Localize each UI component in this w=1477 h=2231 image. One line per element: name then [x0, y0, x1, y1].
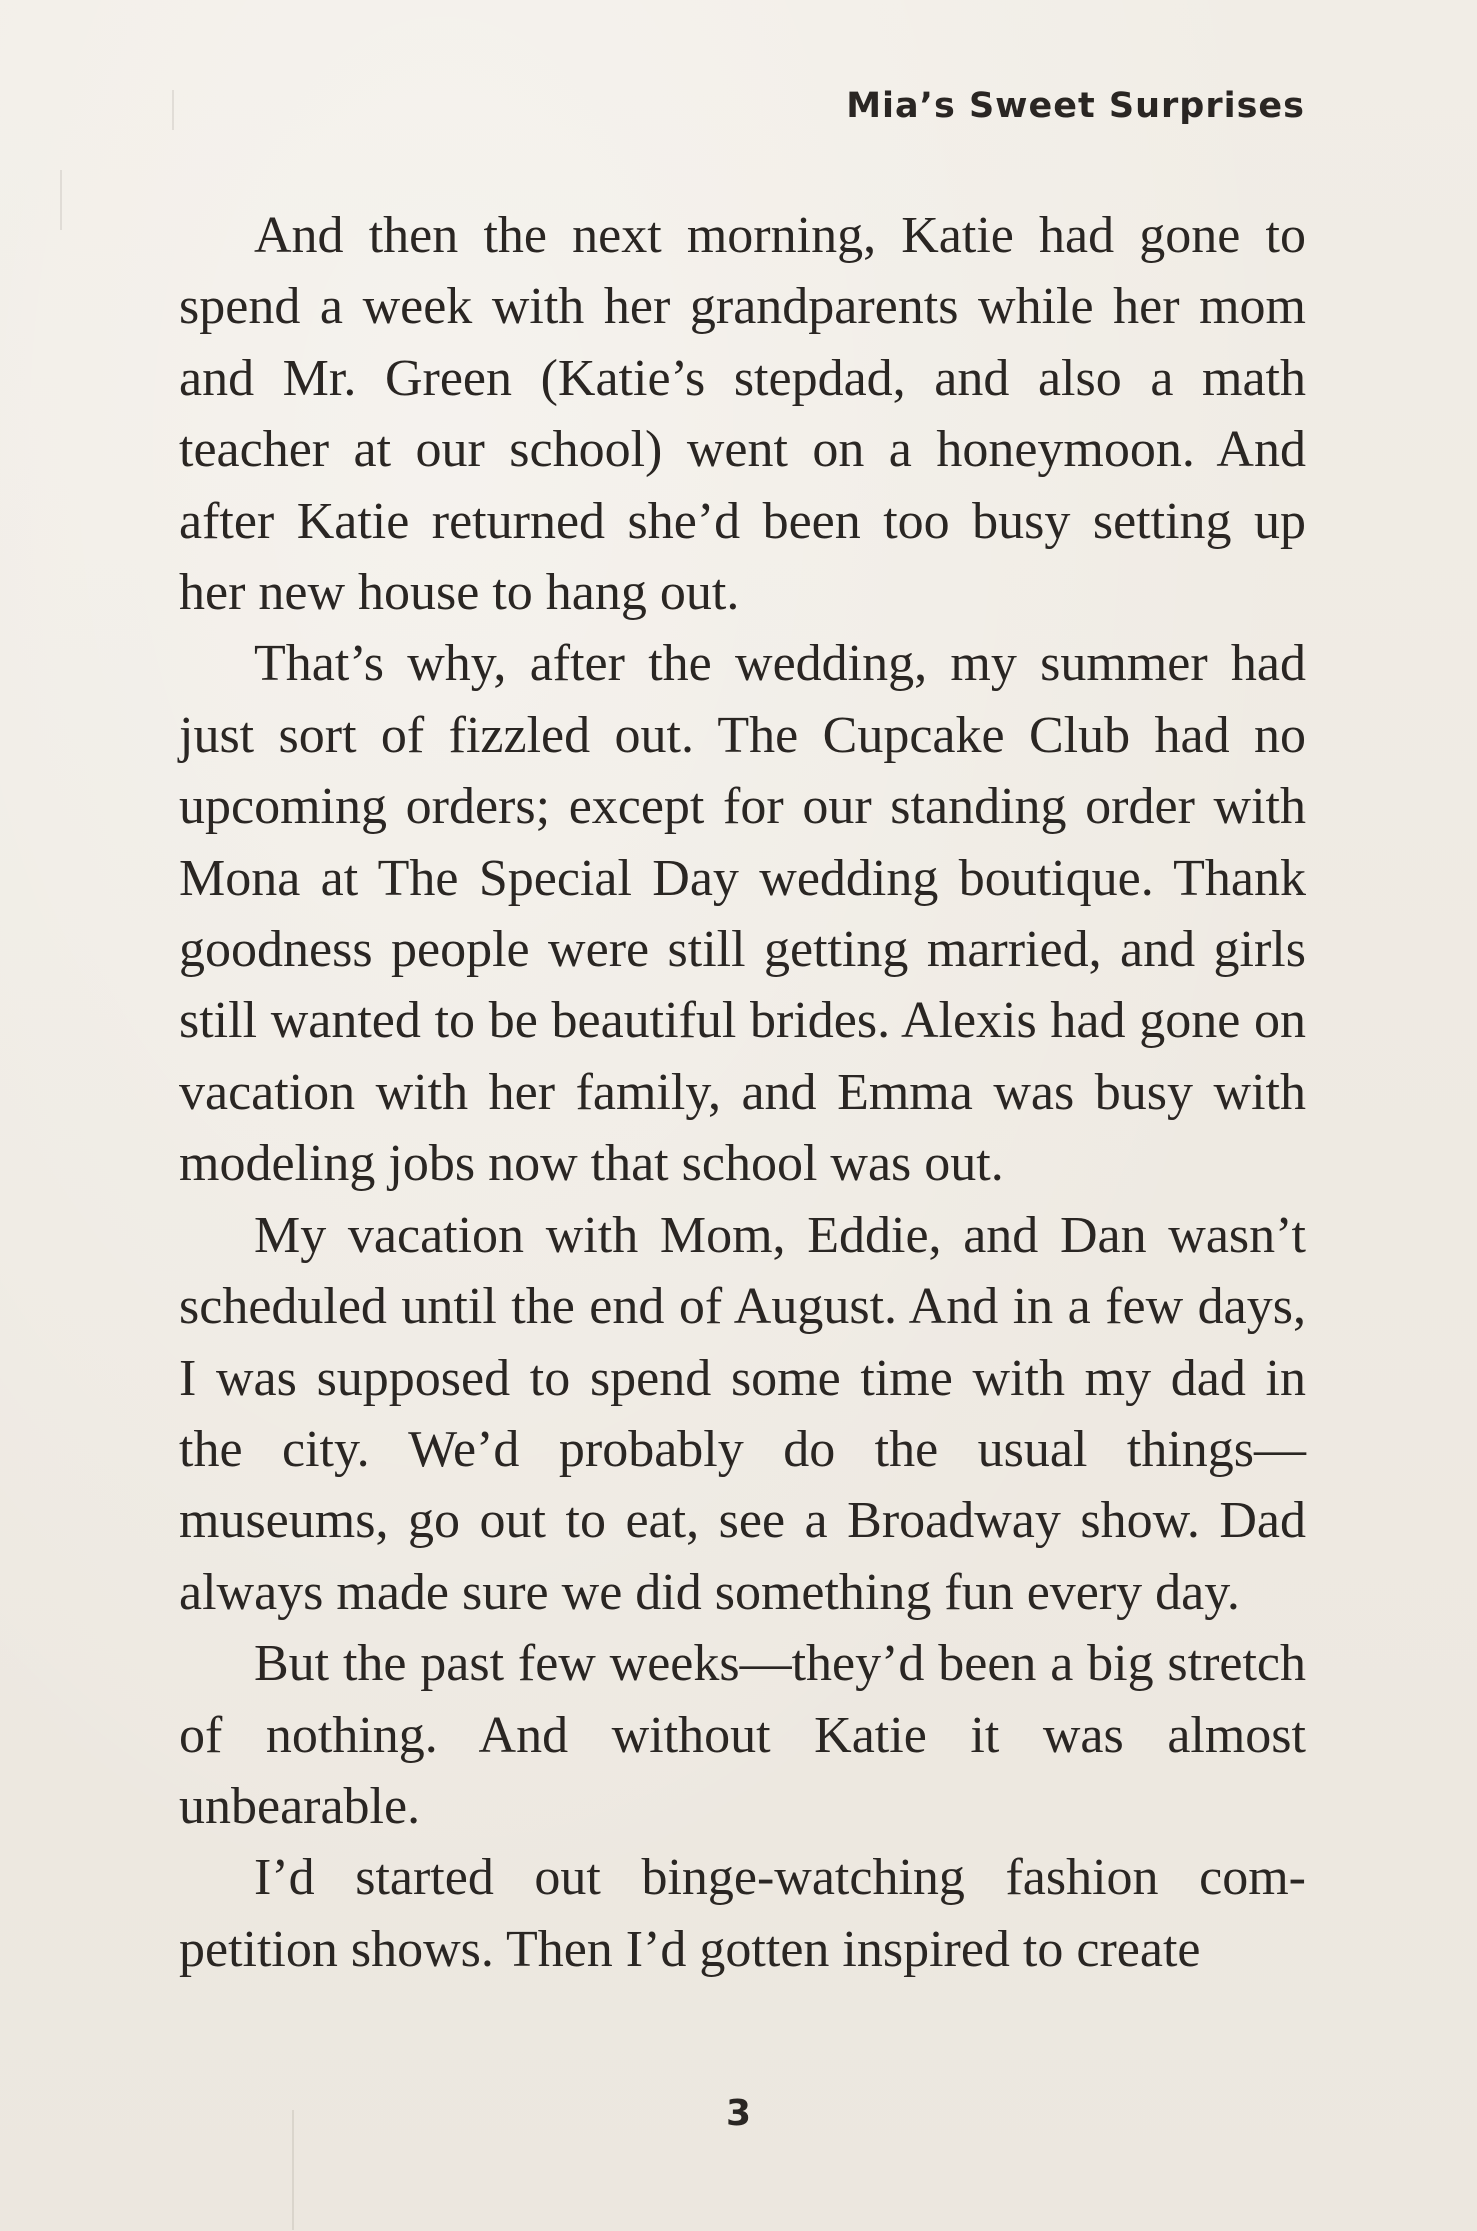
page-number: 3: [725, 2093, 752, 2134]
scan-artifact: [60, 170, 62, 230]
paragraph: That’s why, after the wedding, my summer had just sort of fizzled out. The Cupcake Club had no upcoming orders; except for our standing order with Mona at The Special Day wedding boutique. Thank goodness people were still getting married, and girls still wanted to be beautiful brides. Alexis had gone on vacation with her family, and Emma was busy with modeling jobs now that school was out.: [179, 635, 1306, 1193]
paragraph: My vacation with Mom, Eddie, and Dan wasn’t scheduled until the end of August. And in a few days, I was supposed to spend some time with my dad in the city. We’d probably do the usual things—museums, go out to eat, see a Broadway show. Dad always made sure we did something fun every day.: [179, 1206, 1306, 1621]
running-head: Mia’s Sweet Surprises: [846, 86, 1305, 126]
paragraph: But the past few weeks—they’d been a big stretch of nothing. And without Katie it was almost unbearable.: [179, 1635, 1306, 1835]
paragraph: And then the next morning, Katie had gone to spend a week with her grandparents while her mom and Mr. Green (Katie’s stepdad, and also a math teacher at our school) went on a honeymoon. And after Katie returned she’d been too busy setting up her new house to hang out.: [179, 207, 1306, 622]
scan-artifact: [172, 90, 174, 130]
body-text: [179, 200, 1306, 1985]
paragraph: I’d started out binge-watching fashion competition shows. Then I’d gotten inspired to create: [179, 1849, 1306, 1978]
